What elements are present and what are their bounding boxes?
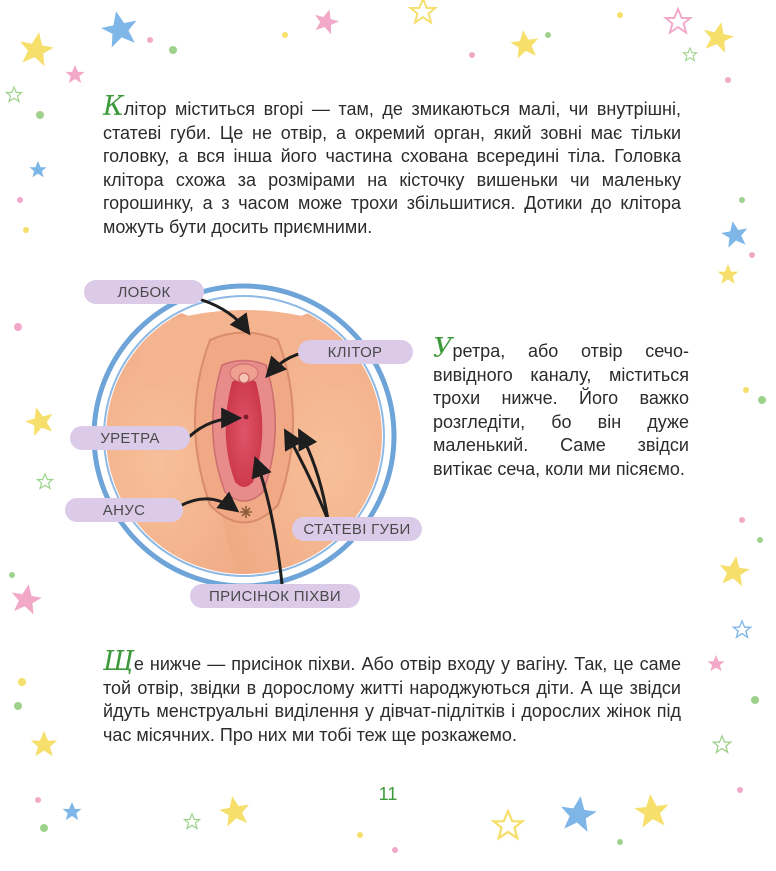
star-icon	[666, 9, 691, 33]
star-icon	[719, 219, 750, 249]
dropcap: У	[433, 333, 453, 364]
svg-text:ПРИСІНОК ПІХВИ: ПРИСІНОК ПІХВИ	[209, 588, 341, 605]
star-icon	[411, 0, 436, 23]
star-icon	[31, 731, 58, 756]
star-icon	[37, 474, 52, 488]
dropcap: Щ	[103, 646, 134, 677]
star-icon	[700, 19, 736, 54]
star-icon	[494, 811, 523, 838]
star-icon	[311, 6, 341, 35]
star-icon	[509, 28, 541, 59]
label-vestibule	[190, 584, 360, 608]
star-icon	[718, 264, 739, 284]
page-number: 11	[378, 784, 398, 804]
paragraph-text: літор міститься вгорі — там, де змикаються малі, чи внутрішні, статеві губи. Це не отвір, а окремий орган, який зовні має тільки головку, а вся інша його частина схована всередині тіла. Головка клітора схожа за розмірами на кісточку вишеньки чи маленьку горошинку, а з часом може трохи збільшитися. Дотики до клітора можуть бути досить приємними.	[103, 99, 681, 237]
star-icon	[713, 736, 730, 752]
svg-text:ЛОБОК: ЛОБОК	[117, 284, 171, 301]
dropcap: К	[103, 91, 124, 122]
label-urethra	[70, 426, 190, 450]
paragraph-urethra	[433, 335, 689, 481]
star-icon	[9, 582, 44, 616]
star-icon	[683, 48, 696, 61]
paragraph-vestibule	[103, 648, 681, 747]
star-icon	[98, 8, 140, 49]
star-icon	[717, 554, 751, 587]
label-anus	[65, 498, 183, 522]
paragraph-text: ретра, або отвір сечовивідного каналу, міститься трохи нижче. Його важко розгледіти, бо він дуже маленький. Саме звідси витікає сеча, коли ми пісяємо.	[433, 341, 689, 479]
star-icon	[733, 621, 750, 637]
svg-text:КЛІТОР: КЛІТОР	[327, 344, 383, 361]
svg-text:УРЕТРА: УРЕТРА	[100, 430, 160, 447]
star-icon	[22, 404, 57, 438]
svg-text:АНУС: АНУС	[102, 502, 146, 519]
star-icon	[184, 814, 199, 828]
star-icon	[17, 29, 56, 67]
paragraph-text: е нижче — присінок піхви. Або отвір входу у вагіну. Так, це саме той отвір, звідки в дорослому житті народжуються діти. А ще звідси йдуть менструальні виділення у дівчат-підлітків і дорослих жінок під час місячних. Про них ми тобі теж ще розкажемо.	[103, 654, 681, 745]
star-icon	[29, 161, 46, 177]
paragraph-clitoris	[103, 93, 681, 239]
svg-text:СТАТЕВІ ГУБИ: СТАТЕВІ ГУБИ	[303, 521, 411, 538]
label-clitoris	[298, 340, 413, 364]
star-icon	[707, 655, 724, 671]
label-labia	[292, 517, 422, 541]
anatomy-illustration	[60, 270, 440, 615]
label-pubis	[84, 280, 204, 304]
star-icon	[66, 65, 85, 83]
star-icon	[6, 87, 21, 101]
